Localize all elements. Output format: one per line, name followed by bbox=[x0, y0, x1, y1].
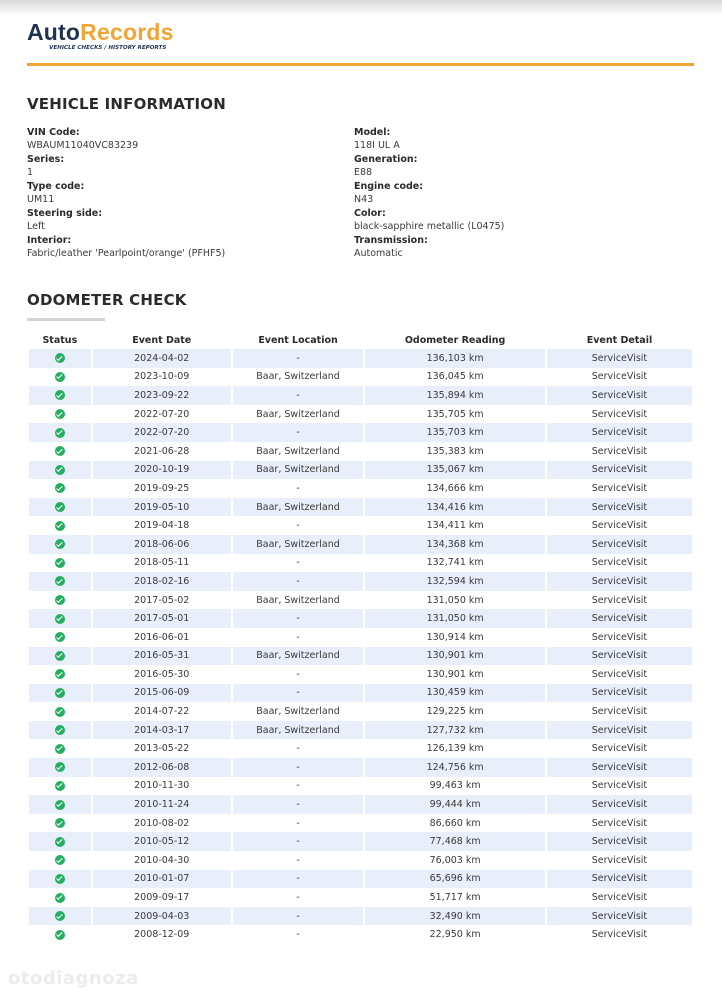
event-location-cell: Baar, Switzerland bbox=[233, 368, 363, 387]
table-row bbox=[29, 684, 692, 703]
status-cell bbox=[29, 925, 91, 944]
event-detail-cell: ServiceVisit bbox=[547, 851, 692, 870]
info-value: 1 bbox=[27, 167, 34, 178]
event-location-cell: - bbox=[233, 609, 363, 628]
column-header-event-location: Event Location bbox=[258, 335, 338, 346]
status-cell bbox=[29, 795, 91, 814]
info-label: VIN Code: bbox=[27, 127, 80, 138]
check-circle-icon bbox=[55, 688, 65, 698]
check-circle-icon bbox=[55, 372, 65, 382]
info-value: Automatic bbox=[354, 248, 403, 259]
table-row bbox=[29, 851, 692, 870]
vehicle-information-title: VEHICLE INFORMATION bbox=[27, 95, 226, 113]
odometer-reading-cell: 136,103 km bbox=[365, 349, 545, 368]
event-date-cell: 2019-05-10 bbox=[93, 498, 231, 517]
event-location-cell: - bbox=[233, 423, 363, 442]
check-circle-icon bbox=[55, 632, 65, 642]
odometer-reading-cell: 134,411 km bbox=[365, 516, 545, 535]
event-date-cell: 2019-04-18 bbox=[93, 516, 231, 535]
odometer-reading-cell: 129,225 km bbox=[365, 702, 545, 721]
event-date-cell: 2012-06-08 bbox=[93, 758, 231, 777]
check-circle-icon bbox=[55, 446, 65, 456]
event-location-cell: - bbox=[233, 628, 363, 647]
check-circle-icon bbox=[55, 762, 65, 772]
info-label: Series: bbox=[27, 154, 65, 165]
table-row bbox=[29, 368, 692, 387]
odometer-reading-cell: 131,050 km bbox=[365, 591, 545, 610]
event-detail-cell: ServiceVisit bbox=[547, 814, 692, 833]
odometer-reading-cell: 99,444 km bbox=[365, 795, 545, 814]
event-location-cell: - bbox=[233, 479, 363, 498]
info-value: WBAUM11040VC83239 bbox=[27, 140, 139, 151]
event-detail-cell: ServiceVisit bbox=[547, 442, 692, 461]
info-label: Generation: bbox=[354, 154, 418, 165]
event-detail-cell: ServiceVisit bbox=[547, 479, 692, 498]
check-circle-icon bbox=[55, 428, 65, 438]
event-detail-cell: ServiceVisit bbox=[547, 461, 692, 480]
table-row bbox=[29, 907, 692, 926]
event-detail-cell: ServiceVisit bbox=[547, 349, 692, 368]
vehicle-info-left-column bbox=[27, 126, 327, 261]
status-cell bbox=[29, 758, 91, 777]
table-row bbox=[29, 832, 692, 851]
table-row bbox=[29, 814, 692, 833]
event-location-cell: - bbox=[233, 739, 363, 758]
status-cell bbox=[29, 479, 91, 498]
table-row bbox=[29, 498, 692, 517]
table-row bbox=[29, 591, 692, 610]
table-row bbox=[29, 535, 692, 554]
event-date-cell: 2016-05-31 bbox=[93, 647, 231, 666]
status-cell bbox=[29, 721, 91, 740]
info-value: 118I UL A bbox=[354, 140, 400, 151]
check-circle-icon bbox=[55, 911, 65, 921]
check-circle-icon bbox=[55, 558, 65, 568]
column-header-status: Status bbox=[42, 335, 78, 346]
event-date-cell: 2013-05-22 bbox=[93, 739, 231, 758]
event-location-cell: - bbox=[233, 516, 363, 535]
event-date-cell: 2010-05-12 bbox=[93, 832, 231, 851]
table-row bbox=[29, 516, 692, 535]
odometer-reading-cell: 136,045 km bbox=[365, 368, 545, 387]
check-circle-icon bbox=[55, 800, 65, 810]
event-detail-cell: ServiceVisit bbox=[547, 572, 692, 591]
odometer-table bbox=[27, 332, 694, 944]
odometer-reading-cell: 77,468 km bbox=[365, 832, 545, 851]
table-row bbox=[29, 870, 692, 889]
table-row bbox=[29, 628, 692, 647]
event-date-cell: 2018-06-06 bbox=[93, 535, 231, 554]
event-date-cell: 2022-07-20 bbox=[93, 405, 231, 424]
table-row bbox=[29, 888, 692, 907]
event-location-cell: Baar, Switzerland bbox=[233, 647, 363, 666]
odometer-reading-cell: 132,741 km bbox=[365, 554, 545, 573]
status-cell bbox=[29, 684, 91, 703]
odometer-reading-cell: 135,705 km bbox=[365, 405, 545, 424]
event-date-cell: 2010-11-30 bbox=[93, 777, 231, 796]
table-row bbox=[29, 758, 692, 777]
table-row bbox=[29, 739, 692, 758]
event-detail-cell: ServiceVisit bbox=[547, 386, 692, 405]
odometer-reading-cell: 22,950 km bbox=[365, 925, 545, 944]
odometer-reading-cell: 132,594 km bbox=[365, 572, 545, 591]
odometer-reading-cell: 86,660 km bbox=[365, 814, 545, 833]
title-underline bbox=[27, 318, 105, 321]
odometer-reading-cell: 135,067 km bbox=[365, 461, 545, 480]
check-circle-icon bbox=[55, 744, 65, 754]
event-location-cell: Baar, Switzerland bbox=[233, 461, 363, 480]
event-date-cell: 2023-09-22 bbox=[93, 386, 231, 405]
vehicle-info-right-column bbox=[354, 126, 654, 261]
event-location-cell: - bbox=[233, 572, 363, 591]
report-header bbox=[27, 18, 694, 66]
event-date-cell: 2021-06-28 bbox=[93, 442, 231, 461]
event-location-cell: - bbox=[233, 665, 363, 684]
event-date-cell: 2009-04-03 bbox=[93, 907, 231, 926]
status-cell bbox=[29, 349, 91, 368]
check-circle-icon bbox=[55, 502, 65, 512]
status-cell bbox=[29, 907, 91, 926]
column-header-event-detail: Event Detail bbox=[586, 335, 653, 346]
event-location-cell: - bbox=[233, 386, 363, 405]
event-detail-cell: ServiceVisit bbox=[547, 405, 692, 424]
event-detail-cell: ServiceVisit bbox=[547, 368, 692, 387]
event-location-cell: - bbox=[233, 554, 363, 573]
top-shadow bbox=[0, 0, 722, 16]
status-cell bbox=[29, 368, 91, 387]
event-date-cell: 2010-08-02 bbox=[93, 814, 231, 833]
status-cell bbox=[29, 591, 91, 610]
status-cell bbox=[29, 665, 91, 684]
event-location-cell: - bbox=[233, 888, 363, 907]
check-circle-icon bbox=[55, 855, 65, 865]
event-date-cell: 2014-03-17 bbox=[93, 721, 231, 740]
info-value: N43 bbox=[354, 194, 374, 205]
event-location-cell: - bbox=[233, 349, 363, 368]
event-detail-cell: ServiceVisit bbox=[547, 758, 692, 777]
event-detail-cell: ServiceVisit bbox=[547, 721, 692, 740]
status-cell bbox=[29, 888, 91, 907]
event-date-cell: 2017-05-02 bbox=[93, 591, 231, 610]
info-label: Steering side: bbox=[27, 208, 103, 219]
odometer-reading-cell: 99,463 km bbox=[365, 777, 545, 796]
logo-auto-text: Auto bbox=[27, 19, 81, 45]
status-cell bbox=[29, 423, 91, 442]
status-cell bbox=[29, 386, 91, 405]
info-label: Engine code: bbox=[354, 181, 424, 192]
table-row bbox=[29, 461, 692, 480]
event-date-cell: 2023-10-09 bbox=[93, 368, 231, 387]
table-row bbox=[29, 405, 692, 424]
event-location-cell: Baar, Switzerland bbox=[233, 702, 363, 721]
table-row bbox=[29, 349, 692, 368]
info-value: Left bbox=[27, 221, 45, 232]
info-value: E88 bbox=[354, 167, 373, 178]
event-detail-cell: ServiceVisit bbox=[547, 535, 692, 554]
event-detail-cell: ServiceVisit bbox=[547, 516, 692, 535]
event-date-cell: 2015-06-09 bbox=[93, 684, 231, 703]
event-date-cell: 2024-04-02 bbox=[93, 349, 231, 368]
status-cell bbox=[29, 609, 91, 628]
event-location-cell: Baar, Switzerland bbox=[233, 721, 363, 740]
event-date-cell: 2010-04-30 bbox=[93, 851, 231, 870]
event-date-cell: 2016-06-01 bbox=[93, 628, 231, 647]
odometer-check-title: ODOMETER CHECK bbox=[27, 291, 187, 309]
info-row bbox=[354, 126, 654, 153]
event-date-cell: 2018-02-16 bbox=[93, 572, 231, 591]
check-circle-icon bbox=[55, 353, 65, 363]
event-detail-cell: ServiceVisit bbox=[547, 907, 692, 926]
status-cell bbox=[29, 777, 91, 796]
event-date-cell: 2010-11-24 bbox=[93, 795, 231, 814]
status-cell bbox=[29, 405, 91, 424]
odometer-reading-cell: 32,490 km bbox=[365, 907, 545, 926]
event-detail-cell: ServiceVisit bbox=[547, 925, 692, 944]
event-detail-cell: ServiceVisit bbox=[547, 888, 692, 907]
status-cell bbox=[29, 442, 91, 461]
odometer-reading-cell: 130,914 km bbox=[365, 628, 545, 647]
event-date-cell: 2016-05-30 bbox=[93, 665, 231, 684]
check-circle-icon bbox=[55, 781, 65, 791]
status-cell bbox=[29, 516, 91, 535]
table-row bbox=[29, 795, 692, 814]
info-label: Color: bbox=[354, 208, 386, 219]
event-location-cell: Baar, Switzerland bbox=[233, 498, 363, 517]
event-date-cell: 2009-09-17 bbox=[93, 888, 231, 907]
odometer-reading-cell: 135,383 km bbox=[365, 442, 545, 461]
check-circle-icon bbox=[55, 651, 65, 661]
odometer-reading-cell: 51,717 km bbox=[365, 888, 545, 907]
event-detail-cell: ServiceVisit bbox=[547, 832, 692, 851]
odometer-reading-cell: 124,756 km bbox=[365, 758, 545, 777]
event-location-cell: - bbox=[233, 814, 363, 833]
status-cell bbox=[29, 739, 91, 758]
info-row bbox=[27, 207, 327, 234]
check-circle-icon bbox=[55, 874, 65, 884]
logo-tagline: VEHICLE CHECKS / HISTORY REPORTS bbox=[49, 45, 167, 51]
event-location-cell: - bbox=[233, 907, 363, 926]
check-circle-icon bbox=[55, 576, 65, 586]
table-row bbox=[29, 423, 692, 442]
event-location-cell: Baar, Switzerland bbox=[233, 405, 363, 424]
check-circle-icon bbox=[55, 818, 65, 828]
event-detail-cell: ServiceVisit bbox=[547, 628, 692, 647]
table-row bbox=[29, 554, 692, 573]
odometer-reading-cell: 65,696 km bbox=[365, 870, 545, 889]
event-detail-cell: ServiceVisit bbox=[547, 554, 692, 573]
check-circle-icon bbox=[55, 614, 65, 624]
info-row bbox=[354, 153, 654, 180]
event-date-cell: 2020-10-19 bbox=[93, 461, 231, 480]
info-value: Fabric/leather 'Pearlpoint/orange' (PFHF5) bbox=[27, 248, 226, 259]
check-circle-icon bbox=[55, 539, 65, 549]
event-location-cell: - bbox=[233, 777, 363, 796]
status-cell bbox=[29, 851, 91, 870]
event-detail-cell: ServiceVisit bbox=[547, 647, 692, 666]
odometer-reading-cell: 135,894 km bbox=[365, 386, 545, 405]
check-circle-icon bbox=[55, 483, 65, 493]
table-row bbox=[29, 925, 692, 944]
check-circle-icon bbox=[55, 725, 65, 735]
event-detail-cell: ServiceVisit bbox=[547, 684, 692, 703]
odometer-reading-cell: 130,459 km bbox=[365, 684, 545, 703]
event-date-cell: 2017-05-01 bbox=[93, 609, 231, 628]
column-header-event-date: Event Date bbox=[132, 335, 192, 346]
event-detail-cell: ServiceVisit bbox=[547, 739, 692, 758]
info-label: Type code: bbox=[27, 181, 85, 192]
status-cell bbox=[29, 832, 91, 851]
event-location-cell: Baar, Switzerland bbox=[233, 535, 363, 554]
info-row bbox=[27, 234, 327, 261]
table-row bbox=[29, 386, 692, 405]
event-detail-cell: ServiceVisit bbox=[547, 795, 692, 814]
status-cell bbox=[29, 535, 91, 554]
info-row bbox=[354, 234, 654, 261]
check-circle-icon bbox=[55, 707, 65, 717]
event-date-cell: 2019-09-25 bbox=[93, 479, 231, 498]
event-detail-cell: ServiceVisit bbox=[547, 609, 692, 628]
event-date-cell: 2018-05-11 bbox=[93, 554, 231, 573]
check-circle-icon bbox=[55, 409, 65, 419]
info-value: UM11 bbox=[27, 194, 55, 205]
odometer-reading-cell: 135,703 km bbox=[365, 423, 545, 442]
autorecords-logo bbox=[27, 18, 174, 51]
info-label: Interior: bbox=[27, 235, 72, 246]
check-circle-icon bbox=[55, 390, 65, 400]
status-cell bbox=[29, 498, 91, 517]
table-row bbox=[29, 609, 692, 628]
event-detail-cell: ServiceVisit bbox=[547, 665, 692, 684]
event-location-cell: Baar, Switzerland bbox=[233, 591, 363, 610]
info-row bbox=[27, 180, 327, 207]
info-row bbox=[27, 153, 327, 180]
odometer-reading-cell: 130,901 km bbox=[365, 665, 545, 684]
event-location-cell: - bbox=[233, 684, 363, 703]
status-cell bbox=[29, 647, 91, 666]
status-cell bbox=[29, 461, 91, 480]
check-circle-icon bbox=[55, 521, 65, 531]
check-circle-icon bbox=[55, 465, 65, 475]
status-cell bbox=[29, 554, 91, 573]
event-location-cell: - bbox=[233, 795, 363, 814]
event-location-cell: - bbox=[233, 851, 363, 870]
table-row bbox=[29, 647, 692, 666]
status-cell bbox=[29, 702, 91, 721]
check-circle-icon bbox=[55, 595, 65, 605]
column-header-odometer-reading: Odometer Reading bbox=[404, 335, 506, 346]
event-date-cell: 2014-07-22 bbox=[93, 702, 231, 721]
info-row bbox=[354, 207, 654, 234]
event-detail-cell: ServiceVisit bbox=[547, 870, 692, 889]
info-label: Model: bbox=[354, 127, 391, 138]
event-date-cell: 2010-01-07 bbox=[93, 870, 231, 889]
status-cell bbox=[29, 628, 91, 647]
event-location-cell: - bbox=[233, 870, 363, 889]
status-cell bbox=[29, 572, 91, 591]
logo-records-text: Records bbox=[80, 19, 174, 45]
check-circle-icon bbox=[55, 669, 65, 679]
status-cell bbox=[29, 814, 91, 833]
check-circle-icon bbox=[55, 930, 65, 940]
table-row bbox=[29, 442, 692, 461]
event-location-cell: - bbox=[233, 758, 363, 777]
odometer-table-header bbox=[29, 332, 692, 349]
odometer-reading-cell: 76,003 km bbox=[365, 851, 545, 870]
event-location-cell: - bbox=[233, 832, 363, 851]
table-row bbox=[29, 777, 692, 796]
event-detail-cell: ServiceVisit bbox=[547, 591, 692, 610]
event-date-cell: 2008-12-09 bbox=[93, 925, 231, 944]
odometer-reading-cell: 134,368 km bbox=[365, 535, 545, 554]
odometer-reading-cell: 126,139 km bbox=[365, 739, 545, 758]
check-circle-icon bbox=[55, 893, 65, 903]
odometer-reading-cell: 134,416 km bbox=[365, 498, 545, 517]
odometer-reading-cell: 127,732 km bbox=[365, 721, 545, 740]
table-row bbox=[29, 572, 692, 591]
event-date-cell: 2022-07-20 bbox=[93, 423, 231, 442]
table-row bbox=[29, 721, 692, 740]
table-row bbox=[29, 665, 692, 684]
status-cell bbox=[29, 870, 91, 889]
watermark: otodiagnoza bbox=[8, 968, 139, 989]
table-row bbox=[29, 702, 692, 721]
event-detail-cell: ServiceVisit bbox=[547, 702, 692, 721]
odometer-reading-cell: 134,666 km bbox=[365, 479, 545, 498]
event-location-cell: - bbox=[233, 925, 363, 944]
info-value: black-sapphire metallic (L0475) bbox=[354, 221, 505, 232]
event-location-cell: Baar, Switzerland bbox=[233, 442, 363, 461]
event-detail-cell: ServiceVisit bbox=[547, 423, 692, 442]
odometer-reading-cell: 130,901 km bbox=[365, 647, 545, 666]
info-label: Transmission: bbox=[354, 235, 428, 246]
logo-wordmark bbox=[27, 18, 174, 46]
check-circle-icon bbox=[55, 837, 65, 847]
info-row bbox=[27, 126, 327, 153]
event-detail-cell: ServiceVisit bbox=[547, 498, 692, 517]
table-row bbox=[29, 479, 692, 498]
odometer-reading-cell: 131,050 km bbox=[365, 609, 545, 628]
event-detail-cell: ServiceVisit bbox=[547, 777, 692, 796]
info-row bbox=[354, 180, 654, 207]
